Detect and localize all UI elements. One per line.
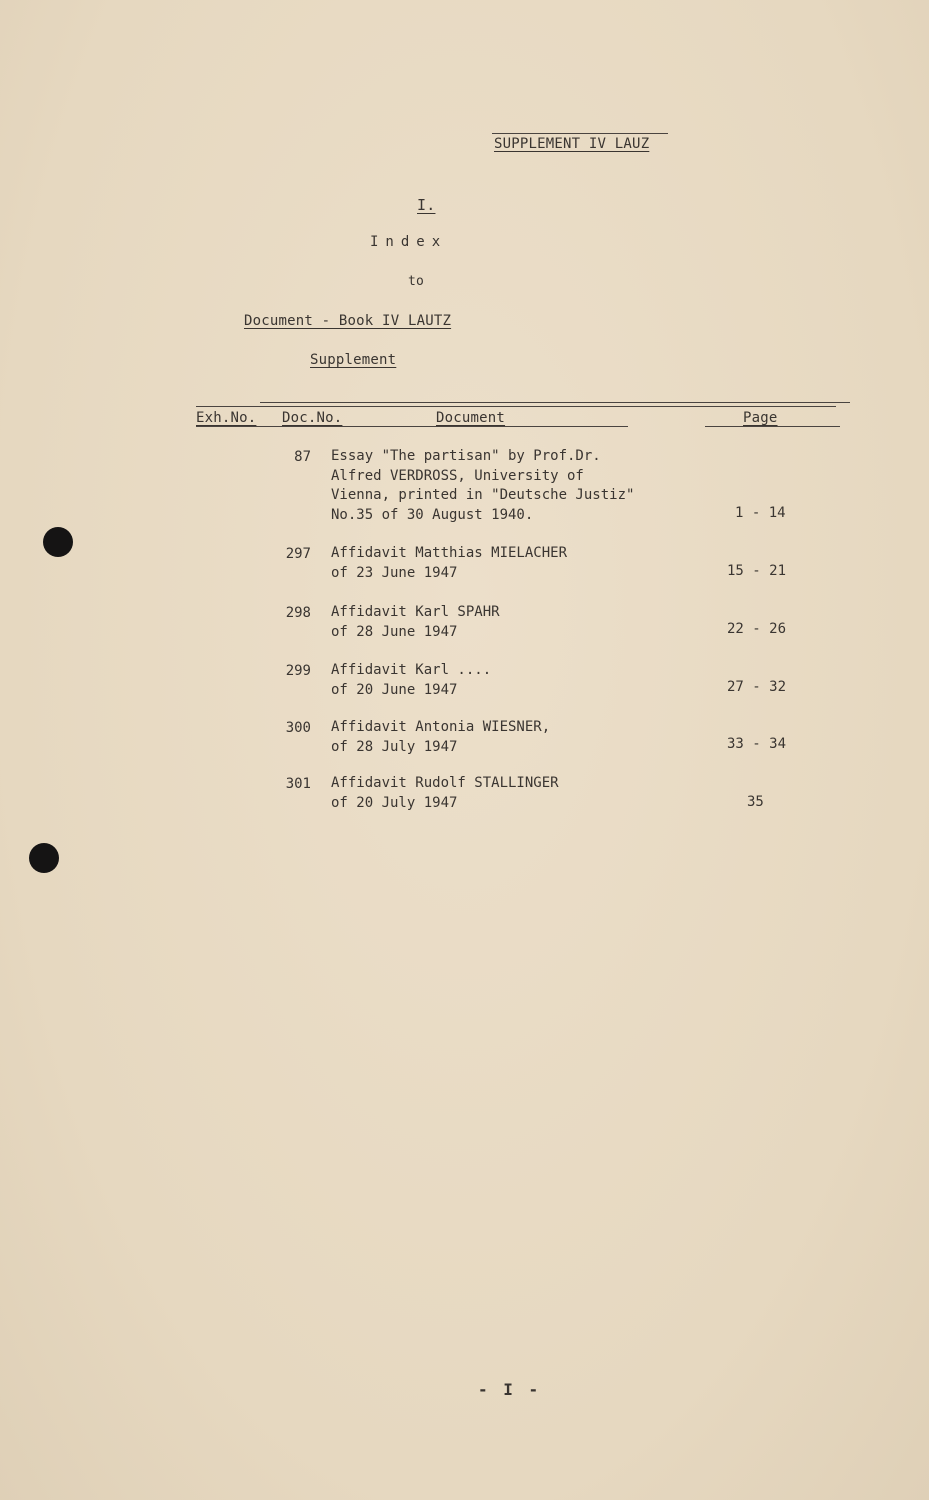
page-cell: 33 - 34 xyxy=(727,736,787,752)
doc-no-cell: 297 xyxy=(285,546,311,562)
document-cell xyxy=(331,447,634,525)
document-line: Essay "The partisan" by Prof.Dr. xyxy=(331,448,601,464)
document-cell xyxy=(331,661,491,700)
punch-hole xyxy=(43,527,73,557)
document-line: of 28 July 1947 xyxy=(331,738,458,755)
column-header-doc-no: Doc.No. xyxy=(282,410,343,426)
supplement-heading: SUPPLEMENT IV LAUZ xyxy=(494,136,650,152)
document-line: Affidavit Antonia WIESNER, xyxy=(331,719,551,735)
document-line: Vienna, printed in "Deutsche Justiz" xyxy=(331,487,635,503)
doc-no-cell: 87 xyxy=(294,449,311,465)
index-heading: Index xyxy=(370,234,448,250)
document-cell xyxy=(331,718,550,757)
table-top-rule-2 xyxy=(196,406,836,407)
page-cell: 15 - 21 xyxy=(727,563,787,579)
header-underline-right xyxy=(705,426,840,427)
doc-no-cell: 298 xyxy=(285,605,311,621)
column-header-page: Page xyxy=(743,410,778,426)
page-number-footer: - I - xyxy=(478,1380,542,1399)
page-cell: 27 - 32 xyxy=(727,679,787,695)
document-cell xyxy=(331,603,500,642)
document-line: No.35 of 30 August 1940. xyxy=(331,506,534,523)
document-line: of 28 June 1947 xyxy=(331,623,458,640)
section-number: I. xyxy=(417,196,436,214)
column-header-document: Document xyxy=(436,410,506,426)
column-header-exh-no: Exh.No. xyxy=(196,410,257,426)
punch-hole xyxy=(29,843,59,873)
header-overline xyxy=(492,133,668,134)
document-cell xyxy=(331,774,559,813)
document-line: of 20 July 1947 xyxy=(331,794,458,811)
document-line: Affidavit Rudolf STALLINGER xyxy=(331,775,559,791)
table-top-rule xyxy=(260,402,850,403)
page-cell: 22 - 26 xyxy=(727,621,787,637)
document-line: Affidavit Karl .... xyxy=(331,662,492,678)
document-cell xyxy=(331,544,567,583)
document-line: Affidavit Matthias MIELACHER xyxy=(331,545,568,561)
to-label: to xyxy=(408,274,425,289)
doc-no-cell: 300 xyxy=(285,720,311,736)
supplement-subheading: Supplement xyxy=(310,352,397,368)
document-line: of 23 June 1947 xyxy=(331,564,458,581)
doc-no-cell: 299 xyxy=(285,663,311,679)
page-cell: 1 - 14 xyxy=(735,505,786,521)
doc-no-cell: 301 xyxy=(285,776,311,792)
document-book-title: Document - Book IV LAUTZ xyxy=(244,313,452,329)
header-underline-left xyxy=(196,426,628,427)
document-line: of 20 June 1947 xyxy=(331,681,458,698)
document-line: Affidavit Karl SPAHR xyxy=(331,604,500,620)
document-line: Alfred VERDROSS, University of xyxy=(331,467,584,484)
page-cell: 35 xyxy=(747,794,764,810)
